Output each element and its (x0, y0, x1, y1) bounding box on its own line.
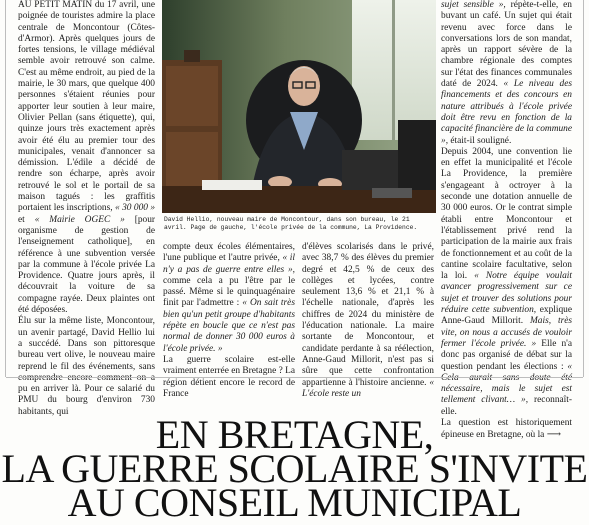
paragraph-text: La question est historiquement épineuse en Bretagne, où la (441, 417, 572, 441)
continue-arrow-icon: ⟶ (546, 429, 562, 441)
paragraph-text: d'élèves scolarisés dans le privé, avec 38,7 % des élèves du premier degré et 42,5 % de ceux des collèges et lycées, contre seulement 13,6 % et 21,1 % à l'échelle nationale, d'après les chiffres de 2024 du ministère de l'éducation nationale. La maire sortante de Moncontour, et candidate perdante à sa réélection, Anne-Gaud Millorit, n'est pas si sûre que cette confrontation appartienne à l'histoire ancienne. (302, 242, 434, 388)
photo-illustration (162, 0, 436, 213)
article-headline (0, 412, 589, 525)
column-rule (583, 0, 584, 377)
paragraph-text: était-il souligné. (450, 135, 512, 146)
quote: « L'école reste un (302, 377, 434, 399)
paragraph: La guerre scolaire est-elle vraiment enterrée en Bretagne ? La région détient encore le record de France (163, 354, 295, 399)
paragraph-text: AU PETIT MATIN du 17 avril, une poignée de touristes admire la place centrale de Moncontour (Côtes-d'Armor). Après quelques jours de fortes tensions, le village médiéval semble avoir retrouvé son calme. C'est au même endroit, au pied de la mairie, le 30 mars, que quelque 400 personnes s'étaient réunies pour apporter leur soutien à leur maire, Olivier Pellan (sans étiquette), qui, quinze jours très exactement après avoir été élu au premier tour des municipales, venait d'annoncer sa démission. L'édile a décidé de rendre son écharpe, après avoir retrouvé le sol et le portail de sa maison tagués : les graffitis portaient les inscriptions, (18, 0, 155, 214)
section-divider (6, 377, 583, 378)
mayor-photo (162, 0, 436, 213)
article-column-1 (18, 0, 155, 418)
photo-caption: David Hellio, nouveau maire de Moncontour, dans son bureau, le 21 avril. Page de gauche, l'école privée de la commune, La Providence. (164, 216, 418, 231)
quote: « 30 000 » (115, 203, 156, 214)
paragraph-text: et (18, 214, 25, 225)
quote: « il n'y a pas de guerre entre elles », (163, 253, 295, 275)
paragraph-text: reconnaît-elle. (441, 395, 572, 417)
quote: « Le niveau des financements et des concours en nature attribués à l'école privée doit être revu en fonction de la capacité financière de la commune », (441, 79, 573, 146)
article-column-4 (441, 0, 572, 442)
paragraph-text: [pour organisme de gestion de l'enseignement catholique], en référence à une subvention versée par la commune à l'école privée La Providence. Quatre jours après, il découvrait la voiture de sa compagne rayée. Deux plaintes ont été déposées. (18, 214, 156, 316)
headline-line: EN BRETAGNE, (155, 412, 434, 457)
paragraph (18, 0, 155, 316)
quote: Mais, très vite, on nous a accusés de vouloir fermer l'école privée. » (441, 316, 573, 349)
headline-line: AU CONSEIL MUNICIPAL (67, 480, 522, 525)
paragraph (441, 0, 572, 147)
quote: sujet sensible », (441, 0, 506, 10)
paragraph-text: comme cela a pu l'être par le passé. Même si le quinquagénaire finit par l'admettre : (163, 275, 295, 309)
quote: « Notre équipe voulait avancer progressivement sur ce sujet et trouver des solutions pour réduire cette subvention, (441, 271, 572, 316)
paragraph-text: Depuis 2004, une convention lie en effet la municipalité et l'école La Providence, la première s'engageant à octroyer à la seconde une dotation annuelle de 30 000 euros. Or le contrat simple établi entre Moncontour et l'établissement privé rend la participation de la mairie aux frais de fonctionnement et au coût de la cantine scolaire facultative, selon la loi. (441, 146, 572, 282)
column-rule (5, 0, 6, 377)
quote: « On sait très bien qu'un petit groupe d'habitants répète en boucle que ce n'est pas normal de donner 30 000 euros à l'école privée. » (163, 298, 295, 354)
paragraph-text: répète-t-elle, en buvant un café. Un sujet qui était revenu avec force dans le conversations lors de son mandat, après un rapport sévère de la chambre régionale des comptes sur l'état des finances communales daté de 2024. (441, 0, 572, 90)
paragraph-text: Elle n'a donc pas organisé de débat sur la question pendant les élections : (441, 338, 573, 372)
paragraph: Élu sur la même liste, Moncontour, un avenir partagé, David Hellio lui a succédé. Dans son pittoresque bureau vert olive, le nouveau maire reprend le fil des événements, sans pu en arriver là. Pour ce salarié du PMU du bourg d'environ 730 habitants, qui (18, 316, 155, 417)
paragraph (163, 242, 295, 355)
quote: « Mairie OGEC » (34, 214, 125, 225)
quote: « nécessaire, mais le sujet est tellement clivant… », (441, 361, 572, 406)
paragraph-text: explique Anne-Gaud Millorit. (441, 305, 573, 327)
headline-line: LA GUERRE SCOLAIRE S'INVITE (1, 446, 588, 491)
paragraph-text: compte deux écoles élémentaires, l'une publique et l'autre privée, (163, 242, 295, 264)
